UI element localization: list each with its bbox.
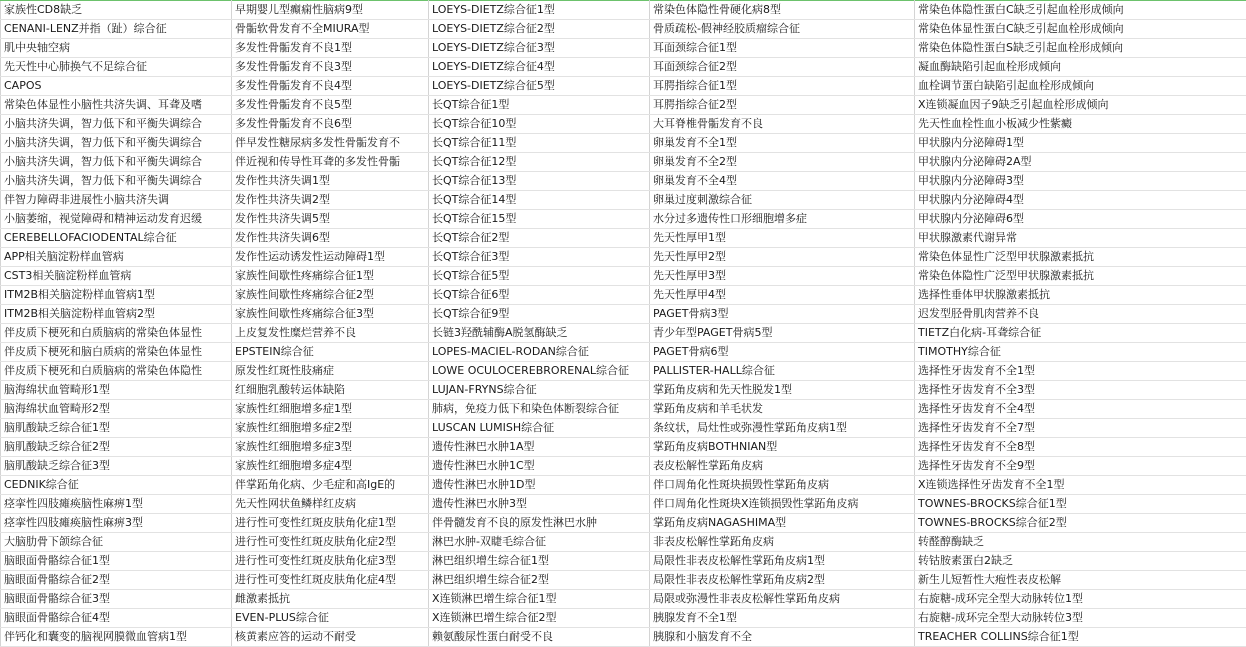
- table-row: [1, 77, 1246, 96]
- table-cell[interactable]: CST3相关脑淀粉样血管病: [1, 267, 232, 286]
- table-cell[interactable]: LUSCAN LUMISH综合征: [429, 419, 650, 438]
- table-cell[interactable]: 长QT综合征9型: [429, 305, 650, 324]
- table-cell[interactable]: 甲状腺激素代谢异常: [915, 229, 1246, 248]
- table-cell[interactable]: 骨质疏松-假神经胶质瘤综合征: [650, 20, 915, 39]
- table-row: [1, 343, 1246, 362]
- table-cell[interactable]: 小脑共济失调，智力低下和平衡失调综合: [1, 134, 232, 153]
- table-cell[interactable]: 长QT综合征1型: [429, 96, 650, 115]
- table-cell[interactable]: LOPES-MACIEL-RODAN综合征: [429, 343, 650, 362]
- table-cell[interactable]: 红细胞乳酸转运体缺陷: [232, 381, 429, 400]
- table-body: [1, 1, 1246, 647]
- table-cell[interactable]: 伴口周角化性斑块损毁性掌跖角皮病: [650, 476, 915, 495]
- table-cell[interactable]: 长QT综合征13型: [429, 172, 650, 191]
- table-row: [1, 305, 1246, 324]
- table-cell[interactable]: 痉挛性四肢瘫痪脑性麻痹3型: [1, 514, 232, 533]
- table-cell[interactable]: 长QT综合征10型: [429, 115, 650, 134]
- table-cell[interactable]: PAGET骨病3型: [650, 305, 915, 324]
- table-cell[interactable]: X连锁淋巴增生综合征2型: [429, 609, 650, 628]
- table-cell[interactable]: 伴近视和传导性耳聋的多发性骨骺: [232, 153, 429, 172]
- table-cell[interactable]: CEREBELLOFACIODENTAL综合征: [1, 229, 232, 248]
- table-cell[interactable]: 伴掌跖角化病、少毛症和高IgE的: [232, 476, 429, 495]
- table-cell[interactable]: 右旋糖-成环完全型大动脉转位1型: [915, 590, 1246, 609]
- table-cell[interactable]: TIETZ白化病-耳聋综合征: [915, 324, 1246, 343]
- table-cell[interactable]: 脑眼面骨骼综合征2型: [1, 571, 232, 590]
- table-cell[interactable]: 条纹状，局灶性或弥漫性掌跖角皮病1型: [650, 419, 915, 438]
- table-row: [1, 400, 1246, 419]
- table-cell[interactable]: 掌跖角皮病NAGASHIMA型: [650, 514, 915, 533]
- table-cell[interactable]: 小脑共济失调，智力低下和平衡失调综合: [1, 153, 232, 172]
- table-cell[interactable]: 常染色体隐性蛋白C缺乏引起血栓形成倾向: [915, 1, 1246, 20]
- table-row: [1, 267, 1246, 286]
- table-cell[interactable]: 进行性可变性红斑皮肤角化症1型: [232, 514, 429, 533]
- table-cell[interactable]: 胰腺发育不全1型: [650, 609, 915, 628]
- table-cell[interactable]: 先天性厚甲1型: [650, 229, 915, 248]
- table-cell[interactable]: 家族性间歇性疼痛综合征1型: [232, 267, 429, 286]
- table-cell[interactable]: 先天性厚甲3型: [650, 267, 915, 286]
- table-cell[interactable]: 赖氨酸尿性蛋白耐受不良: [429, 628, 650, 647]
- table-cell[interactable]: 凝血酶缺陷引起血栓形成倾向: [915, 58, 1246, 77]
- table-cell[interactable]: 耳面颈综合征1型: [650, 39, 915, 58]
- table-cell[interactable]: 耳腭指综合征2型: [650, 96, 915, 115]
- table-cell[interactable]: 脑眼面骨骼综合征4型: [1, 609, 232, 628]
- table-cell[interactable]: 家族性红细胞增多症2型: [232, 419, 429, 438]
- table-cell[interactable]: 耳腭指综合征1型: [650, 77, 915, 96]
- table-cell[interactable]: 淋巴组织增生综合征1型: [429, 552, 650, 571]
- table-cell[interactable]: ITM2B相关脑淀粉样血管病2型: [1, 305, 232, 324]
- table-cell[interactable]: ITM2B相关脑淀粉样血管病1型: [1, 286, 232, 305]
- table-cell[interactable]: EVEN-PLUS综合征: [232, 609, 429, 628]
- table-cell[interactable]: 伴骨髓发育不良的原发性淋巴水肿: [429, 514, 650, 533]
- table-cell[interactable]: 甲状腺内分泌障碍1型: [915, 134, 1246, 153]
- table-row: [1, 514, 1246, 533]
- table-cell[interactable]: CAPOS: [1, 77, 232, 96]
- table-cell[interactable]: TIMOTHY综合征: [915, 343, 1246, 362]
- table-cell[interactable]: 伴智力障碍非进展性小脑共济失调: [1, 191, 232, 210]
- table-cell[interactable]: 脑肌酸缺乏综合征3型: [1, 457, 232, 476]
- table-cell[interactable]: 先天性血栓性血小板减少性紫癜: [915, 115, 1246, 134]
- table-cell[interactable]: 肺病，免疫力低下和染色体断裂综合征: [429, 400, 650, 419]
- table-cell[interactable]: 转醛醇酶缺乏: [915, 533, 1246, 552]
- table-cell[interactable]: 长链3羟酰辅酶A脱氢酶缺乏: [429, 324, 650, 343]
- table-cell[interactable]: 卵巢发育不全1型: [650, 134, 915, 153]
- table-cell[interactable]: 多发性骨骺发育不良1型: [232, 39, 429, 58]
- table-cell[interactable]: 青少年型PAGET骨病5型: [650, 324, 915, 343]
- table-cell[interactable]: 掌跖角皮病和羊毛状发: [650, 400, 915, 419]
- table-cell[interactable]: TOWNES-BROCKS综合征1型: [915, 495, 1246, 514]
- table-cell[interactable]: PALLISTER-HALL综合征: [650, 362, 915, 381]
- table-row: [1, 419, 1246, 438]
- table-row: [1, 590, 1246, 609]
- table-cell[interactable]: 表皮松解性掌跖角皮病: [650, 457, 915, 476]
- table-cell[interactable]: 大脑肋骨下颌综合征: [1, 533, 232, 552]
- table-cell[interactable]: 发作性共济失调2型: [232, 191, 429, 210]
- table-cell[interactable]: 核黄素应答的运动不耐受: [232, 628, 429, 647]
- table-cell[interactable]: 多发性骨骺发育不良3型: [232, 58, 429, 77]
- table-cell[interactable]: X连锁凝血因子9缺乏引起血栓形成倾向: [915, 96, 1246, 115]
- table-cell[interactable]: 伴早发性糖尿病多发性骨骺发育不: [232, 134, 429, 153]
- table-cell[interactable]: 长QT综合征2型: [429, 229, 650, 248]
- table-cell[interactable]: LOWE OCULOCEREBRORENAL综合征: [429, 362, 650, 381]
- table-cell[interactable]: 先天性厚甲2型: [650, 248, 915, 267]
- table-cell[interactable]: 长QT综合征12型: [429, 153, 650, 172]
- table-cell[interactable]: 选择性牙齿发育不全8型: [915, 438, 1246, 457]
- table-cell[interactable]: 淋巴组织增生综合征2型: [429, 571, 650, 590]
- table-cell[interactable]: 多发性骨骺发育不良4型: [232, 77, 429, 96]
- table-row: [1, 39, 1246, 58]
- table-cell[interactable]: 卵巢过度刺激综合征: [650, 191, 915, 210]
- table-cell[interactable]: 大耳脊椎骨骺发育不良: [650, 115, 915, 134]
- table-cell[interactable]: LOEYS-DIETZ综合征5型: [429, 77, 650, 96]
- table-cell[interactable]: 伴皮质下梗死和白质脑病的常染色体显性: [1, 324, 232, 343]
- table-cell[interactable]: 常染色体显性广泛型甲状腺激素抵抗: [915, 248, 1246, 267]
- table-cell[interactable]: 多发性骨骺发育不良5型: [232, 96, 429, 115]
- table-cell[interactable]: 长QT综合征14型: [429, 191, 650, 210]
- table-row: [1, 1, 1246, 20]
- table-cell[interactable]: 痉挛性四肢瘫痪脑性麻痹1型: [1, 495, 232, 514]
- table-cell[interactable]: 脑肌酸缺乏综合征2型: [1, 438, 232, 457]
- table-cell[interactable]: 进行性可变性红斑皮肤角化症4型: [232, 571, 429, 590]
- table-cell[interactable]: CEDNIK综合征: [1, 476, 232, 495]
- table-cell[interactable]: 发作性共济失调6型: [232, 229, 429, 248]
- table-cell[interactable]: 新生儿短暂性大疱性表皮松解: [915, 571, 1246, 590]
- table-row: [1, 229, 1246, 248]
- table-row: [1, 609, 1246, 628]
- table-cell[interactable]: 局限性非表皮松解性掌跖角皮病2型: [650, 571, 915, 590]
- table-cell[interactable]: TREACHER COLLINS综合征1型: [915, 628, 1246, 647]
- table-cell[interactable]: 常染色体显性蛋白C缺乏引起血栓形成倾向: [915, 20, 1246, 39]
- table-cell[interactable]: 掌跖角皮病和先天性脱发1型: [650, 381, 915, 400]
- table-cell[interactable]: 卵巢发育不全2型: [650, 153, 915, 172]
- table-cell[interactable]: 发作性共济失调5型: [232, 210, 429, 229]
- table-cell[interactable]: 选择性牙齿发育不全7型: [915, 419, 1246, 438]
- table-cell[interactable]: LOEYS-DIETZ综合征3型: [429, 39, 650, 58]
- table-cell[interactable]: 家族性红细胞增多症3型: [232, 438, 429, 457]
- table-row: [1, 533, 1246, 552]
- table-cell[interactable]: 长QT综合征3型: [429, 248, 650, 267]
- table-row: [1, 134, 1246, 153]
- table-cell[interactable]: TOWNES-BROCKS综合征2型: [915, 514, 1246, 533]
- table-cell[interactable]: 发作性共济失调1型: [232, 172, 429, 191]
- table-row: [1, 286, 1246, 305]
- table-cell[interactable]: PAGET骨病6型: [650, 343, 915, 362]
- table-cell[interactable]: 伴皮质下梗死和脑白质病的常染色体显性: [1, 343, 232, 362]
- table-cell[interactable]: 多发性骨骺发育不良6型: [232, 115, 429, 134]
- table-cell[interactable]: 迟发型胫骨肌肉营养不良: [915, 305, 1246, 324]
- table-cell[interactable]: 家族性间歇性疼痛综合征3型: [232, 305, 429, 324]
- table-cell[interactable]: 耳面颈综合征2型: [650, 58, 915, 77]
- table-cell[interactable]: 遗传性淋巴水肿1C型: [429, 457, 650, 476]
- table-cell[interactable]: 脑海绵状血管畸形1型: [1, 381, 232, 400]
- table-cell[interactable]: 选择性牙齿发育不全9型: [915, 457, 1246, 476]
- table-cell[interactable]: 小脑萎缩，视觉障碍和精神运动发育迟缓: [1, 210, 232, 229]
- table-cell[interactable]: 遗传性淋巴水肿3型: [429, 495, 650, 514]
- table-cell[interactable]: 原发性红斑性肢痛症: [232, 362, 429, 381]
- table-cell[interactable]: 先天性网状鱼鳞样红皮病: [232, 495, 429, 514]
- table-cell[interactable]: X连锁淋巴增生综合征1型: [429, 590, 650, 609]
- table-row: [1, 20, 1246, 39]
- table-cell[interactable]: 选择性牙齿发育不全4型: [915, 400, 1246, 419]
- table-cell[interactable]: 甲状腺内分泌障碍6型: [915, 210, 1246, 229]
- table-row: [1, 210, 1246, 229]
- table-cell[interactable]: 常染色体隐性骨硬化病8型: [650, 1, 915, 20]
- table-cell[interactable]: 甲状腺内分泌障碍3型: [915, 172, 1246, 191]
- table-cell[interactable]: APP相关脑淀粉样血管病: [1, 248, 232, 267]
- table-cell[interactable]: 长QT综合征11型: [429, 134, 650, 153]
- table-cell[interactable]: 家族性间歇性疼痛综合征2型: [232, 286, 429, 305]
- table-cell[interactable]: 脑眼面骨骼综合征3型: [1, 590, 232, 609]
- table-cell[interactable]: 水分过多遗传性口形细胞增多症: [650, 210, 915, 229]
- table-cell[interactable]: LOEYS-DIETZ综合征1型: [429, 1, 650, 20]
- table-cell[interactable]: 伴皮质下梗死和白质脑病的常染色体隐性: [1, 362, 232, 381]
- table-cell[interactable]: 先天性中心肺换气不足综合征: [1, 58, 232, 77]
- table-cell[interactable]: 遗传性淋巴水肿1D型: [429, 476, 650, 495]
- table-cell[interactable]: 进行性可变性红斑皮肤角化症3型: [232, 552, 429, 571]
- table-cell[interactable]: 家族性CD8缺乏: [1, 1, 232, 20]
- table-cell[interactable]: 遗传性淋巴水肿1A型: [429, 438, 650, 457]
- table-row: [1, 628, 1246, 647]
- table-cell[interactable]: 选择性牙齿发育不全3型: [915, 381, 1246, 400]
- table-cell[interactable]: X连锁选择性牙齿发育不全1型: [915, 476, 1246, 495]
- table-row: [1, 571, 1246, 590]
- table-row: [1, 495, 1246, 514]
- table-cell[interactable]: 小脑共济失调，智力低下和平衡失调综合: [1, 115, 232, 134]
- table-row: [1, 153, 1246, 172]
- table-cell[interactable]: 选择性垂体甲状腺激素抵抗: [915, 286, 1246, 305]
- table-row: [1, 457, 1246, 476]
- table-cell[interactable]: 局限或弥漫性非表皮松解性掌跖角皮病: [650, 590, 915, 609]
- table-cell[interactable]: 早期婴儿型癫痫性脑病9型: [232, 1, 429, 20]
- table-cell[interactable]: 小脑共济失调，智力低下和平衡失调综合: [1, 172, 232, 191]
- table-cell[interactable]: 脑海绵状血管畸形2型: [1, 400, 232, 419]
- table-cell[interactable]: 常染色体隐性蛋白S缺乏引起血栓形成倾向: [915, 39, 1246, 58]
- table-row: [1, 191, 1246, 210]
- table-cell[interactable]: LOEYS-DIETZ综合征4型: [429, 58, 650, 77]
- table-cell[interactable]: 甲状腺内分泌障碍2A型: [915, 153, 1246, 172]
- table-cell[interactable]: 骨骺软骨发育不全MIURA型: [232, 20, 429, 39]
- table-cell[interactable]: 上皮复发性糜烂营养不良: [232, 324, 429, 343]
- table-cell[interactable]: 长QT综合征6型: [429, 286, 650, 305]
- table-cell[interactable]: 肌中央轴空病: [1, 39, 232, 58]
- table-cell[interactable]: 雌激素抵抗: [232, 590, 429, 609]
- table-cell[interactable]: 长QT综合征15型: [429, 210, 650, 229]
- table-cell[interactable]: 局限性非表皮松解性掌跖角皮病1型: [650, 552, 915, 571]
- table-row: [1, 362, 1246, 381]
- table-cell[interactable]: 甲状腺内分泌障碍4型: [915, 191, 1246, 210]
- table-cell[interactable]: 卵巢发育不全4型: [650, 172, 915, 191]
- table-row: [1, 96, 1246, 115]
- table-row: [1, 324, 1246, 343]
- table-cell[interactable]: CENANI-LENZ并指（趾）综合征: [1, 20, 232, 39]
- table-cell[interactable]: 常染色体显性小脑性共济失调、耳聋及嗜: [1, 96, 232, 115]
- table-row: [1, 476, 1246, 495]
- table-cell[interactable]: 血栓调节蛋白缺陷引起血栓形成倾向: [915, 77, 1246, 96]
- table-cell[interactable]: 掌跖角皮病BOTHNIAN型: [650, 438, 915, 457]
- table-row: [1, 172, 1246, 191]
- table-cell[interactable]: 转钴胺素蛋白2缺乏: [915, 552, 1246, 571]
- table-cell[interactable]: 伴钙化和囊变的脑视网膜微血管病1型: [1, 628, 232, 647]
- table-cell[interactable]: 脑肌酸缺乏综合征1型: [1, 419, 232, 438]
- table-row: [1, 58, 1246, 77]
- table-row: [1, 552, 1246, 571]
- table-cell[interactable]: 非表皮松解性掌跖角皮病: [650, 533, 915, 552]
- table-row: [1, 438, 1246, 457]
- table-row: [1, 248, 1246, 267]
- table-cell[interactable]: 淋巴水肿-双睫毛综合征: [429, 533, 650, 552]
- table-row: [1, 381, 1246, 400]
- table-cell[interactable]: 右旋糖-成环完全型大动脉转位3型: [915, 609, 1246, 628]
- table-cell[interactable]: 进行性可变性红斑皮肤角化症2型: [232, 533, 429, 552]
- table-cell[interactable]: LOEYS-DIETZ综合征2型: [429, 20, 650, 39]
- table-cell[interactable]: 选择性牙齿发育不全1型: [915, 362, 1246, 381]
- table-cell[interactable]: 长QT综合征5型: [429, 267, 650, 286]
- table-cell[interactable]: 伴口周角化性斑块X连锁损毁性掌跖角皮病: [650, 495, 915, 514]
- table-cell[interactable]: 发作性运动诱发性运动障碍1型: [232, 248, 429, 267]
- table-cell[interactable]: 胰腺和小脑发育不全: [650, 628, 915, 647]
- table-cell[interactable]: 家族性红细胞增多症1型: [232, 400, 429, 419]
- table-cell[interactable]: 脑眼面骨骼综合征1型: [1, 552, 232, 571]
- table-cell[interactable]: 先天性厚甲4型: [650, 286, 915, 305]
- table-cell[interactable]: EPSTEIN综合征: [232, 343, 429, 362]
- table-cell[interactable]: LUJAN-FRYNS综合征: [429, 381, 650, 400]
- table-cell[interactable]: 家族性红细胞增多症4型: [232, 457, 429, 476]
- table-cell[interactable]: 常染色体隐性广泛型甲状腺激素抵抗: [915, 267, 1246, 286]
- table-row: [1, 115, 1246, 134]
